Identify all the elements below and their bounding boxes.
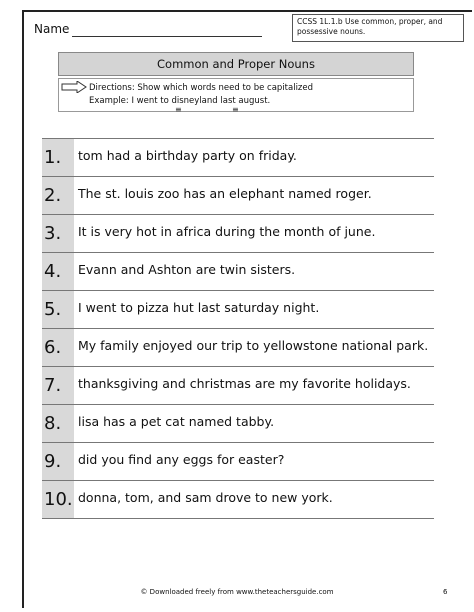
directions-text: Directions: Show which words need to be capitalized [89,83,314,93]
sentence-number: 6. [42,329,74,366]
sentence-text: tom had a birthday party on friday. [78,148,297,163]
arrow-right-icon [61,81,87,93]
sentence-row [42,138,434,176]
sentence-row [42,252,434,290]
name-label: Name [34,22,70,36]
divider [42,518,434,519]
sentence-row [42,404,434,442]
sentence-number: 9. [42,443,74,480]
sentence-number: 3. [42,215,74,252]
sentence-row [42,328,434,366]
sentence-text: The st. louis zoo has an elephant named roger. [78,186,372,201]
sentence-number: 8. [42,405,74,442]
capitalize-mark-icon: ≡ [232,105,238,114]
sentence-row [42,480,434,518]
sentence-row [42,442,434,480]
sentence-text: thanksgiving and christmas are my favorite holidays. [78,376,411,391]
standard-box: CCSS 1L.1.b Use common, proper, and possessive nouns. [292,14,464,42]
sentence-text: did you find any eggs for easter? [78,452,285,467]
sentence-number: 1. [42,139,74,176]
sentence-number: 5. [42,291,74,328]
sentence-text: donna, tom, and sam drove to new york. [78,490,333,505]
sentence-number: 2. [42,177,74,214]
sentence-row [42,176,434,214]
sentence-text: lisa has a pet cat named tabby. [78,414,275,429]
sentence-number: 7. [42,367,74,404]
sentence-number: 4. [42,253,74,290]
sentence-text: My family enjoyed our trip to yellowstone national park. [78,338,429,353]
sentence-text: I went to pizza hut last saturday night. [78,300,320,315]
sentence-row [42,290,434,328]
example-text: Example: I went to disneyland last august. [89,96,271,106]
worksheet-title: Common and Proper Nouns [58,52,414,76]
sentence-row [42,366,434,404]
directions-box [58,78,414,112]
sentence-row [42,214,434,252]
sentence-text: It is very hot in africa during the month of june. [78,224,376,239]
footer-credit: © Downloaded freely from www.theteachersguide.com [140,588,334,596]
page-number: 6 [443,588,448,596]
name-field-line[interactable] [72,36,262,37]
sentence-number: 10. [42,481,74,518]
capitalize-mark-icon: ≡ [175,105,181,114]
sentence-text: Evann and Ashton are twin sisters. [78,262,296,277]
